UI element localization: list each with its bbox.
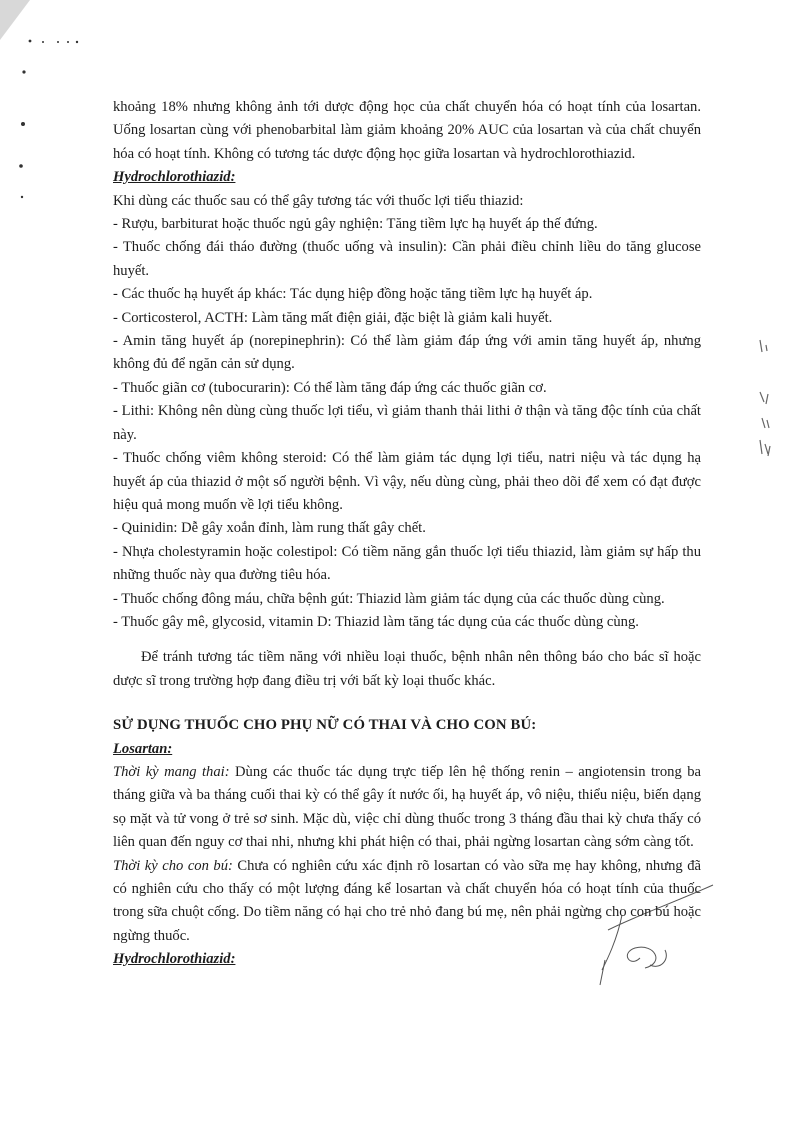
losartan-heading: Losartan: <box>113 740 173 757</box>
interaction-item: - Rượu, barbiturat hoặc thuốc ngủ gây nghiện: Tăng tiềm lực hạ huyết áp thế đứng. <box>113 216 598 233</box>
interaction-item: - Nhựa cholestyramin hoặc colestipol: Có tiềm năng gắn thuốc lợi tiểu thiazid, làm giảm sự hấp thu những thuốc này qua đường tiêu hóa. <box>113 543 701 584</box>
hctz-intro: Khi dùng các thuốc sau có thể gây tương tác với thuốc lợi tiểu thiazid: <box>113 192 524 209</box>
interaction-item: - Thuốc gây mê, glycosid, vitamin D: Thiazid làm tăng tác dụng của các thuốc dùng cùng. <box>113 613 639 630</box>
hctz-heading: Hydrochlorothiazid: <box>113 169 236 186</box>
interaction-item: - Thuốc giãn cơ (tubocurarin): Có thể làm tăng đáp ứng các thuốc giãn cơ. <box>113 379 547 396</box>
interaction-item: - Thuốc chống đái tháo đường (thuốc uống và insulin): Cần phải điều chỉnh liều do tăng glucose huyết. <box>113 239 701 279</box>
document-body <box>113 96 701 972</box>
hctz-heading-2: Hydrochlorothiazid: <box>113 951 236 968</box>
interaction-item: - Quinidin: Dễ gây xoắn đỉnh, làm rung thất gây chết. <box>113 520 426 537</box>
right-margin-marks <box>760 340 770 456</box>
breastfeeding-paragraph <box>113 855 701 949</box>
interaction-item: - Corticosterol, ACTH: Làm tăng mất điện giải, đặc biệt là giảm kali huyết. <box>113 309 553 326</box>
pregnancy-paragraph <box>113 761 701 855</box>
pregnancy-label: Thời kỳ mang thai: <box>113 763 230 780</box>
pregnancy-text: Dùng các thuốc tác dụng trực tiếp lên hệ thống renin – angiotensin trong ba tháng giữa và ba tháng cuối thai kỳ có thể gây ít nước ối, hạ huyết áp, vô niệu, thiểu niệu, biến dạng sọ mặt và tử vong ở trẻ sơ sinh. Mặc dù, việc chỉ dùng thuốc trong 3 tháng đầu thai kỳ chưa thấy có liên quan đến nguy cơ thai nhi, nhưng khi phát hiện có thai, phải ngừng losartan càng sớm càng tốt. <box>113 763 701 851</box>
interaction-item: - Lithi: Không nên dùng cùng thuốc lợi tiểu, vì giảm thanh thải lithi ở thận và tăng độc tính của chất này. <box>113 403 701 443</box>
breastfeeding-label: Thời kỳ cho con bú: <box>113 857 233 874</box>
left-margin-dots <box>19 40 78 199</box>
interaction-item: - Thuốc chống viêm không steroid: Có thể làm giảm tác dụng lợi tiểu, natri niệu và tác dụng hạ huyết áp của thiazid ở một số người bệnh. Vì vậy, nếu dùng cùng, phải theo dõi để xem có đạt được hiệu quả mong muốn về lợi tiểu không. <box>113 450 701 513</box>
advice-paragraph: Để tránh tương tác tiềm năng với nhiều loại thuốc, bệnh nhân nên thông báo cho bác sĩ hoặc dược sĩ trong trường hợp đang điều trị với bất kỳ loại thuốc khác. <box>113 649 701 689</box>
breastfeeding-text: Chưa có nghiên cứu xác định rõ losartan có vào sữa mẹ hay không, nhưng đã có nghiên cứu cho thấy có một lượng đáng kể losartan và chất chuyển hóa có hoạt tính của thuốc trong sữa chuột cống. Do tiềm năng có hại cho trẻ nhỏ đang bú mẹ, nên phải ngừng cho con bú hoặc ngừng thuốc. <box>113 857 701 944</box>
interaction-item: - Các thuốc hạ huyết áp khác: Tác dụng hiệp đồng hoặc tăng tiềm lực hạ huyết áp. <box>113 286 593 303</box>
interaction-item: - Amin tăng huyết áp (norepinephrin): Có thể làm giảm đáp ứng với amin tăng huyết áp, nhưng không đủ để ngăn cản sử dụng. <box>113 333 701 373</box>
interaction-list <box>113 213 701 634</box>
intro-paragraph: khoảng 18% nhưng không ảnh tới dược động học của chất chuyển hóa có hoạt tính của losartan. Uống losartan cùng với phenobarbital làm giảm khoảng 20% AUC của losartan và của chất chuyển hóa có hoạt tính. Không có tương tác dược động học giữa losartan và hydrochlorothiazid. <box>113 99 701 162</box>
interaction-item: - Thuốc chống đông máu, chữa bệnh gút: Thiazid làm giảm tác dụng của các thuốc dùng cùng. <box>113 590 665 607</box>
section-title: SỬ DỤNG THUỐC CHO PHỤ NỮ CÓ THAI VÀ CHO CON BÚ: <box>113 717 537 734</box>
scan-corner-shadow <box>0 0 30 40</box>
